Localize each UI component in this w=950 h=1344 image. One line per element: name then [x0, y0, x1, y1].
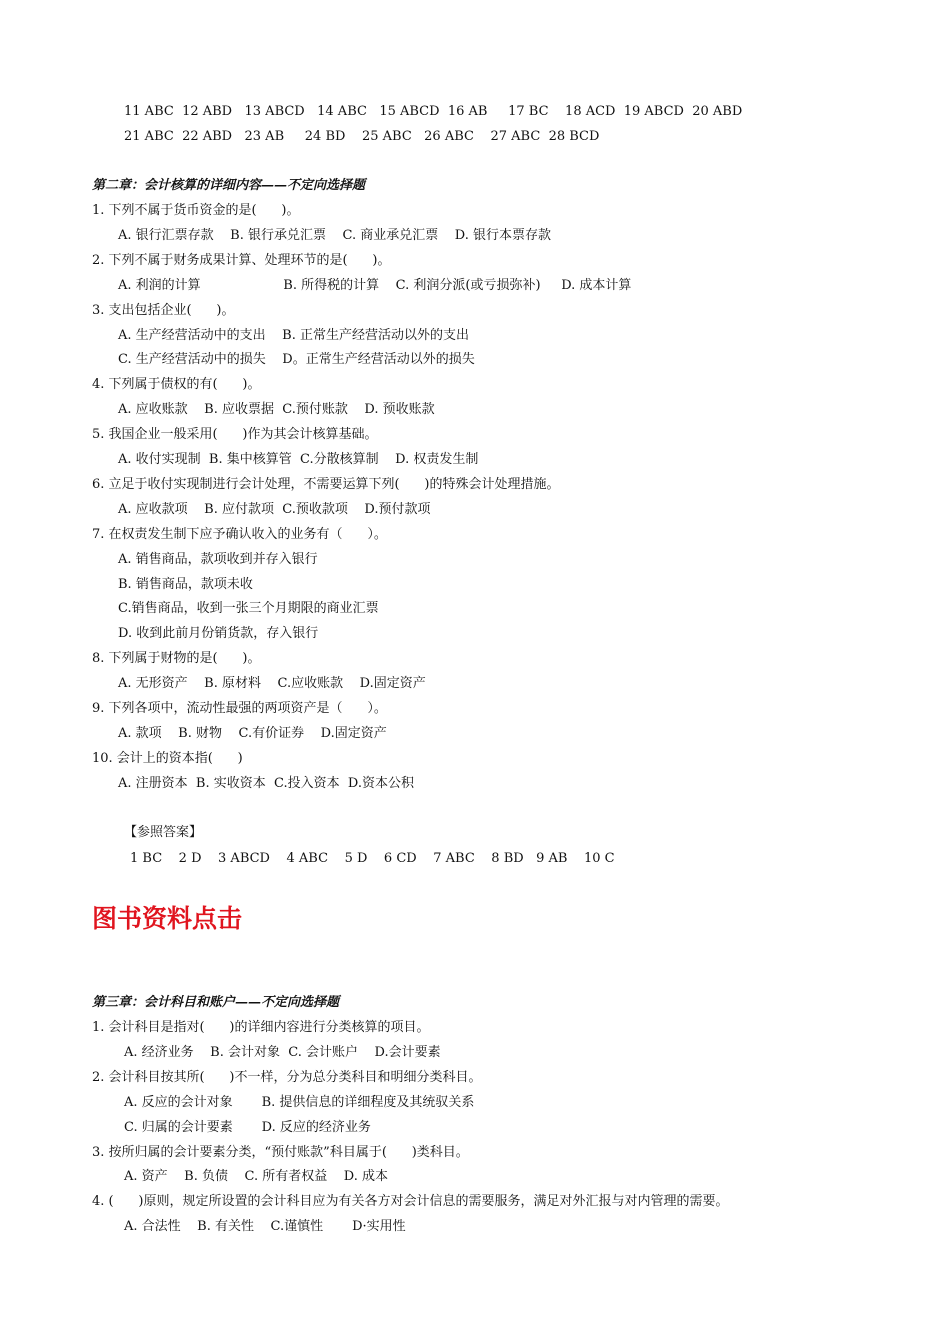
chapter2-question-line: 6. 立足于收付实现制进行会计处理，不需要运算下列( )的特殊会计处理措施。	[92, 476, 560, 492]
chapter2-options-line: A. 款项 B. 财物 C.有价证券 D.固定资产	[118, 725, 387, 741]
chapter3-question-line: 3. 按所归属的会计要素分类，“预付账款”科目属于( )类科目。	[92, 1144, 469, 1160]
chapter3-question-line: 2. 会计科目按其所( )不一样，分为总分类科目和明细分类科目。	[92, 1069, 482, 1085]
chapter2-question-line: 1. 下列不属于货币资金的是( )。	[92, 203, 300, 218]
chapter2-options-line: D. 收到此前月份销货款，存入银行	[118, 626, 319, 642]
chapter2-question-line: 5. 我国企业一般采用( )作为其会计核算基础。	[92, 427, 378, 443]
chapter2-options-line: A. 无形资产 B. 原材料 C.应收账款 D.固定资产	[118, 676, 426, 692]
chapter2-options-line: C. 生产经营活动中的损失 D。正常生产经营活动以外的损失	[118, 352, 475, 368]
chapter3-options-line: A. 资产 B. 负债 C. 所有者权益 D. 成本	[124, 1169, 389, 1185]
chapter2-question-line: 2. 下列不属于财务成果计算、处理环节的是( )。	[92, 252, 391, 268]
chapter3-options-line: A. 合法性 B. 有关性 C.谨慎性 D·实用性	[124, 1219, 406, 1235]
chapter2-answers: 1 BC 2 D 3 ABCD 4 ABC 5 D 6 CD 7 ABC 8 BD 9 AB 10 C	[130, 851, 615, 866]
chapter3-options-line: C. 归属的会计要素 D. 反应的经济业务	[124, 1119, 371, 1135]
chapter2-answer-label: 【参照答案】	[124, 825, 203, 840]
chapter3-question-line: 4. ( )原则，规定所设置的会计科目应为有关各方对会计信息的需要服务，满足对外汇报与对内管理的需要。	[92, 1194, 729, 1210]
chapter2-options-line: A. 利润的计算 B. 所得税的计算 C. 利润分派(或亏损弥补) D. 成本计算	[118, 277, 632, 293]
chapter3-options-line: A. 经济业务 B. 会计对象 C. 会计账户 D.会计要素	[124, 1044, 441, 1060]
chapter2-question-line: 3. 支出包括企业( )。	[92, 302, 235, 318]
chapter2-options-line: B. 销售商品，款项未收	[118, 576, 253, 592]
prev-answers-row-1: 11 ABC 12 ABD 13 ABCD 14 ABC 15 ABCD 16 AB 17 BC 18 ACD 19 ABCD 20 ABD	[124, 104, 743, 119]
chapter3-title: 第三章：会计科目和账户——不定向选择题	[92, 995, 340, 1010]
chapter2-question-line: 7. 在权责发生制下应予确认收入的业务有（ ）。	[92, 526, 387, 542]
chapter2-question-line: 8. 下列属于财物的是( )。	[92, 651, 261, 667]
chapter2-options-line: A. 收付实现制 B. 集中核算管 C.分散核算制 D. 权责发生制	[118, 452, 479, 467]
chapter2-options-line: A. 销售商品，款项收到并存入银行	[118, 551, 318, 567]
chapter2-options-line: A. 应收账款 B. 应收票据 C.预付账款 D. 预收账款	[118, 402, 435, 418]
chapter2-options-line: C.销售商品，收到一张三个月期限的商业汇票	[118, 601, 379, 617]
book-materials-link[interactable]: 图书资料点击	[92, 904, 243, 933]
chapter3-options-line: A. 反应的会计对象 B. 提供信息的详细程度及其统驭关系	[124, 1094, 475, 1110]
chapter2-question-line: 9. 下列各项中，流动性最强的两项资产是（ ）。	[92, 701, 387, 716]
chapter2-question-line: 10. 会计上的资本指( )	[92, 750, 243, 766]
chapter2-options-line: A. 注册资本 B. 实收资本 C.投入资本 D.资本公积	[118, 775, 414, 791]
chapter2-options-line: A. 银行汇票存款 B. 银行承兑汇票 C. 商业承兑汇票 D. 银行本票存款	[118, 227, 552, 243]
chapter2-title: 第二章：会计核算的详细内容——不定向选择题	[92, 178, 366, 193]
chapter2-question-line: 4. 下列属于债权的有( )。	[92, 377, 261, 393]
chapter2-options-line: A. 生产经营活动中的支出 B. 正常生产经营活动以外的支出	[118, 327, 470, 343]
prev-answers-row-2: 21 ABC 22 ABD 23 AB 24 BD 25 ABC 26 ABC 27 ABC 28 BCD	[124, 129, 600, 144]
chapter2-options-line: A. 应收款项 B. 应付款项 C.预收款项 D.预付款项	[118, 501, 431, 517]
chapter3-question-line: 1. 会计科目是指对( )的详细内容进行分类核算的项目。	[92, 1020, 430, 1035]
